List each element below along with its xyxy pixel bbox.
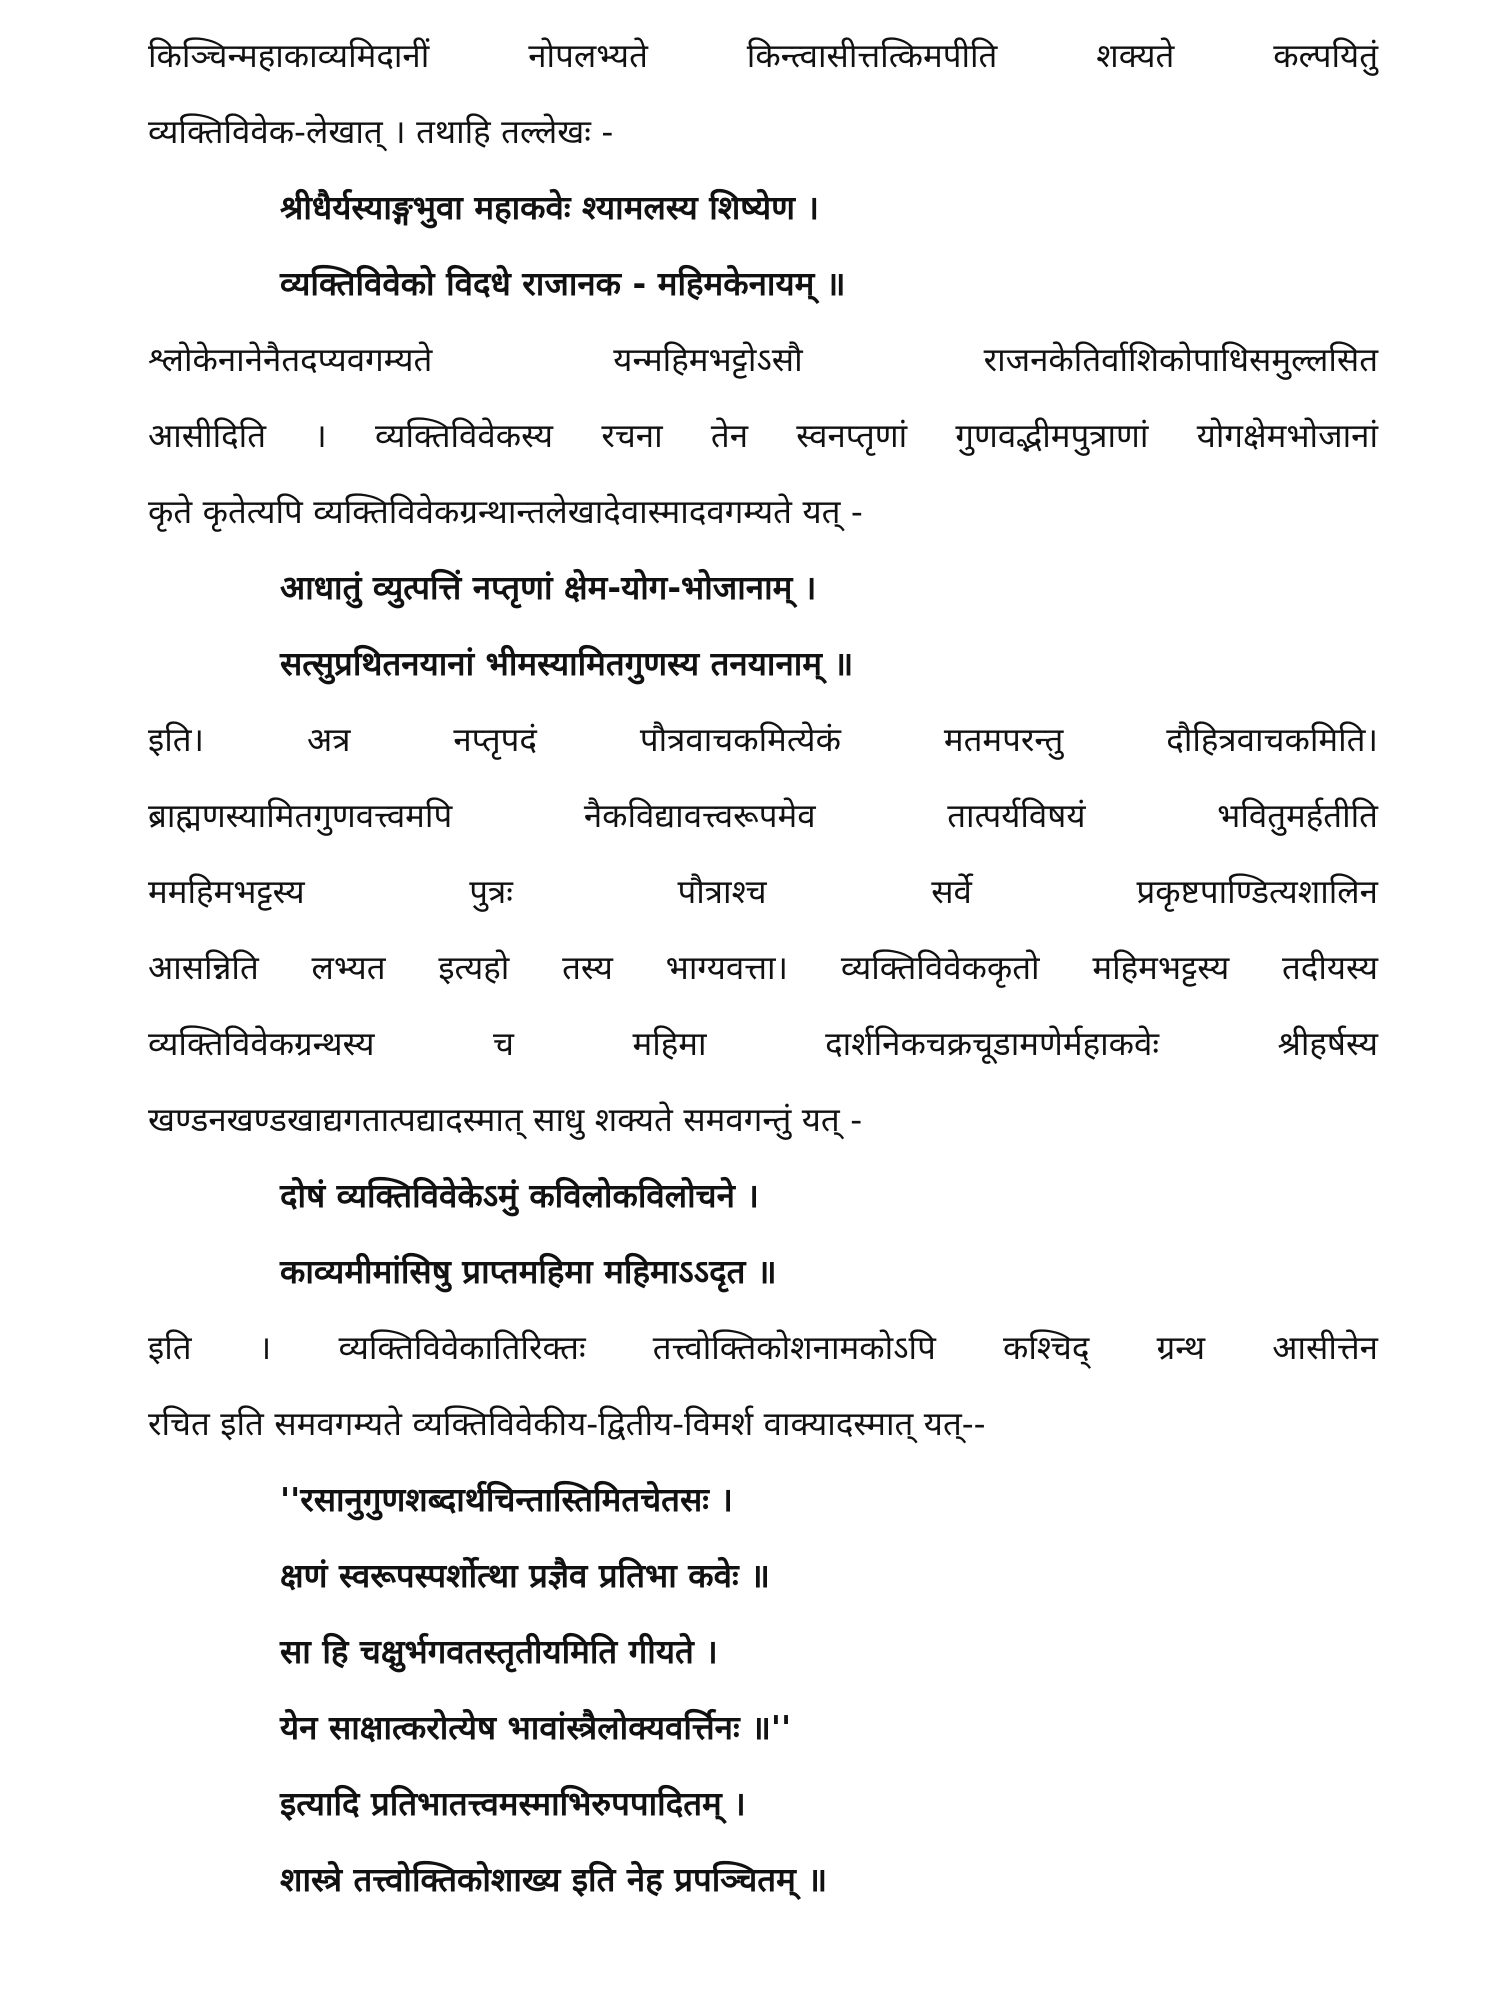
prose-line-3: श्लोकेनानेनैतदप्यवगम्यते यन्महिमभट्टोऽसौ राजनकेतिर्वाशिकोपाधिसमुल्लसित <box>148 340 1378 379</box>
prose-line-13: रचित इति समवगम्यते व्यक्तिविवेकीय-द्वितीय-विमर्श वाक्यादस्मात् यत्-- <box>148 1404 986 1443</box>
verse-line-7: ''रसानुगुणशब्दार्थचिन्तास्तिमितचेतसः । <box>280 1480 733 1519</box>
prose-line-5: कृते कृतेत्यपि व्यक्तिविवेकग्रन्थान्तलेखादेवास्मादवगम्यते यत् - <box>148 492 863 531</box>
prose-line-11: खण्डनखण्डखाद्यगतात्पद्यादस्मात् साधु शक्यते समवगन्तुं यत् - <box>148 1100 863 1139</box>
prose-line-6: इति। अत्र नप्तृपदं पौत्रवाचकमित्येकं मतमपरन्तु दौहित्रवाचकमिति। <box>148 720 1378 759</box>
verse-line-6: काव्यमीमांसिषु प्राप्तमहिमा महिमाऽऽदृत ॥ <box>280 1252 777 1291</box>
verse-line-1: श्रीधैर्यस्याङ्गभुवा महाकवेः श्यामलस्य शिष्येण । <box>280 188 819 227</box>
verse-line-5: दोषं व्यक्तिविवेकेऽमुं कविलोकविलोचने । <box>280 1176 759 1215</box>
prose-line-7: ब्राह्मणस्यामितगुणवत्त्वमपि नैकविद्यावत्त्वरूपमेव तात्पर्यविषयं भवितुमर्हतीति <box>148 796 1378 835</box>
verse-line-11: इत्यादि प्रतिभातत्त्वमस्माभिरुपपादितम् । <box>280 1784 746 1823</box>
verse-line-3: आधातुं व्युत्पत्तिं नप्तृणां क्षेम-योग-भोजानाम् । <box>280 568 817 607</box>
verse-line-10: येन साक्षात्करोत्येष भावांस्त्रैलोक्यवर्त्तिनः ॥'' <box>280 1708 792 1747</box>
document-page <box>148 18 1378 1918</box>
prose-line-12: इति । व्यक्तिविवेकातिरिक्तः तत्त्वोक्तिकोशनामकोऽपि कश्चिद् ग्रन्थ आसीत्तेन <box>148 1328 1378 1367</box>
prose-line-4: आसीदिति । व्यक्तिविवेकस्य रचना तेन स्वनप्तृणां गुणवद्भीमपुत्राणां योगक्षेमभोजानां <box>148 416 1378 455</box>
verse-line-4: सत्सुप्रथितनयानां भीमस्यामितगुणस्य तनयानाम् ॥ <box>280 644 854 683</box>
prose-line-9: आसन्निति लभ्यत इत्यहो तस्य भाग्यवत्ता। व्यक्तिविवेककृतो महिमभट्टस्य तदीयस्य <box>148 948 1378 987</box>
prose-line-8: ममहिमभट्टस्य पुत्रः पौत्राश्च सर्वे प्रकृष्टपाण्डित्यशालिन <box>148 872 1378 911</box>
prose-line-2: व्यक्तिविवेक-लेखात् । तथाहि तल्लेखः - <box>148 112 614 151</box>
prose-line-1: किञ्चिन्महाकाव्यमिदानीं नोपलभ्यते किन्त्वासीत्तत्किमपीति शक्यते कल्पयितुं <box>148 36 1378 75</box>
verse-line-9: सा हि चक्षुर्भगवतस्तृतीयमिति गीयते । <box>280 1632 718 1671</box>
verse-line-8: क्षणं स्वरूपस्पर्शोत्था प्रज्ञैव प्रतिभा कवेः ॥ <box>280 1556 770 1595</box>
verse-line-2: व्यक्तिविवेको विदधे राजानक - महिमकेनायम् ॥ <box>280 264 846 303</box>
prose-line-10: व्यक्तिविवेकग्रन्थस्य च महिमा दार्शनिकचक्रचूडामणेर्महाकवेः श्रीहर्षस्य <box>148 1024 1378 1063</box>
verse-line-12: शास्त्रे तत्त्वोक्तिकोशाख्य इति नेह प्रपञ्चितम् ॥ <box>280 1860 828 1899</box>
